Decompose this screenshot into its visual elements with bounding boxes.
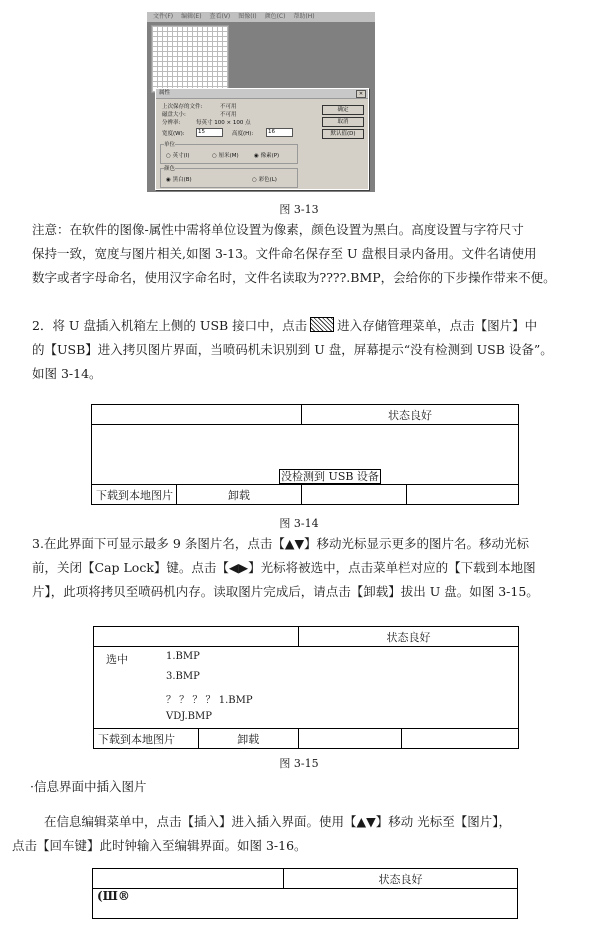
download-button[interactable]: 下载到本地图片 bbox=[92, 485, 177, 505]
status-cell: 状态良好 bbox=[284, 869, 518, 889]
close-icon[interactable]: ✕ bbox=[356, 90, 366, 98]
storage-menu-icon bbox=[310, 317, 334, 332]
note-line-1: 注意：在软件的图像-属性中需将单位设置为像素，颜色设置为黑白。高度设置与字符尺寸 bbox=[32, 222, 524, 237]
ok-button[interactable]: 确定 bbox=[322, 105, 364, 115]
step-2-text-b: 进入存储管理菜单，点击【图片】中 bbox=[337, 318, 538, 333]
section-title: ·信息界面中插入图片 bbox=[30, 779, 147, 794]
header-blank bbox=[94, 627, 299, 647]
menu-colors[interactable]: 颜色(C) bbox=[264, 13, 286, 20]
file-item[interactable]: 1.BMP bbox=[166, 651, 200, 662]
pixel-canvas bbox=[151, 25, 229, 93]
unit-pixel-label: 像素(P) bbox=[260, 153, 280, 159]
step-3-paragraph bbox=[32, 532, 580, 604]
width-input[interactable]: 15 bbox=[196, 128, 223, 137]
step-3-line-3: 片】，此项将拷贝至喷码机内存。读取图片完成后，请点击【卸载】拔出 U 盘。如图 3-15。 bbox=[32, 584, 539, 599]
dialog-title: 属性 bbox=[156, 89, 368, 99]
note-paragraph bbox=[32, 218, 580, 290]
insert-line-1: 在信息编辑菜单中，点击【插入】进入插入界面。使用【▲▼】移动 光标至【图片】， bbox=[44, 814, 511, 829]
file-item[interactable]: ？ ？ ？ ？ 1.BMP bbox=[166, 695, 253, 706]
color-color-label: 彩色(L) bbox=[258, 177, 277, 183]
menu-view[interactable]: 查看(V) bbox=[209, 13, 231, 20]
unit-pixel-radio[interactable]: ◉ 像素(P) bbox=[254, 153, 280, 159]
default-button[interactable]: 默认值(D) bbox=[322, 129, 364, 139]
step-2-text-a: 2．将 U 盘插入机箱左上侧的 USB 接口中，点击 bbox=[32, 318, 308, 333]
unit-inch-radio[interactable]: ○ 英寸(I) bbox=[166, 153, 190, 159]
no-usb-message: 没检测到 USB 设备 bbox=[281, 470, 379, 483]
paint-menubar bbox=[147, 12, 375, 22]
step-3-line-1: 3.在此界面下可显示最多 9 条图片名，点击【▲▼】移动光标显示更多的图片名。移动光标 bbox=[32, 536, 530, 551]
empty-menu-cell bbox=[402, 729, 519, 749]
step-2-line-1 bbox=[32, 314, 580, 338]
header-blank bbox=[92, 405, 302, 425]
menu-image[interactable]: 图像(I) bbox=[238, 13, 257, 20]
file-list-area bbox=[94, 647, 519, 729]
properties-dialog bbox=[155, 88, 369, 190]
empty-menu-cell bbox=[299, 729, 402, 749]
color-bw-label: 黑白(B) bbox=[172, 177, 192, 183]
download-button[interactable]: 下载到本地图片 bbox=[94, 729, 199, 749]
step-2-line-3: 如图 3-14。 bbox=[32, 366, 102, 381]
header-blank bbox=[93, 869, 284, 889]
status-cell: 状态良好 bbox=[302, 405, 519, 425]
colors-label: 颜色 bbox=[164, 166, 176, 172]
units-label: 单位 bbox=[164, 142, 176, 148]
cancel-button[interactable]: 取消 bbox=[322, 117, 364, 127]
inserted-logo bbox=[93, 889, 518, 919]
edit-screen-table bbox=[92, 868, 518, 919]
note-line-2: 保持一致，宽度与图片相关,如图 3-13。文件命名保存至 U 盘根目录内备用。文件名请使用 bbox=[32, 246, 537, 261]
color-bw-radio[interactable]: ◉ 黑白(B) bbox=[166, 177, 192, 183]
insert-paragraph bbox=[12, 810, 580, 858]
selected-label: 选中 bbox=[106, 653, 128, 666]
figure-3-14-caption: 图 3-14 bbox=[279, 517, 319, 530]
last-saved-label: 上次保存的文件: bbox=[162, 104, 203, 110]
menu-edit[interactable]: 编辑(E) bbox=[181, 13, 202, 20]
file-item[interactable]: VDJ.BMP bbox=[166, 711, 212, 722]
unmount-button[interactable]: 卸载 bbox=[177, 485, 302, 505]
file-item[interactable]: 3.BMP bbox=[166, 671, 200, 682]
status-cell: 状态良好 bbox=[299, 627, 519, 647]
figure-3-13-caption: 图 3-13 bbox=[279, 203, 319, 216]
height-label: 高度(H): bbox=[232, 131, 254, 137]
usb-screen-table bbox=[91, 404, 519, 505]
menu-file[interactable]: 文件(F) bbox=[153, 13, 174, 20]
disk-size-value: 不可用 bbox=[220, 112, 237, 118]
file-list-table bbox=[93, 626, 519, 749]
width-label: 宽度(W): bbox=[162, 131, 185, 137]
unit-cm-label: 厘米(M) bbox=[218, 153, 239, 159]
insert-line-2: 点击【回车键】此时钟输入至编辑界面。如图 3-16。 bbox=[12, 838, 307, 853]
note-line-3: 数字或者字母命名，使用汉字命名时，文件名读取为????.BMP，会给你的下步操作带来不便。 bbox=[32, 270, 556, 285]
menu-help[interactable]: 帮助(H) bbox=[293, 13, 315, 20]
unmount-button[interactable]: 卸载 bbox=[198, 729, 298, 749]
figure-3-15-caption: 图 3-15 bbox=[279, 757, 319, 770]
height-input[interactable]: 16 bbox=[266, 128, 293, 137]
step-3-line-2: 前，关闭【Cap Lock】键。点击【◀▶】光标将被选中，点击菜单栏对应的【下载到本地图 bbox=[32, 560, 536, 575]
empty-menu-cell bbox=[302, 485, 407, 505]
step-2-line-2: 的【USB】进入拷贝图片界面，当喷码机未识别到 U 盘，屏幕提示“没有检测到 USB 设备”。 bbox=[32, 342, 553, 357]
color-color-radio[interactable]: ○ 彩色(L) bbox=[252, 177, 277, 183]
resolution-value: 每英寸 100 × 100 点 bbox=[196, 120, 251, 126]
message-area bbox=[92, 425, 519, 485]
resolution-label: 分辨率: bbox=[162, 120, 181, 126]
logo-graphic: (Ш® bbox=[97, 889, 130, 903]
last-saved-value: 不可用 bbox=[220, 104, 237, 110]
unit-cm-radio[interactable]: ○ 厘米(M) bbox=[212, 153, 239, 159]
properties-screenshot bbox=[147, 12, 375, 192]
disk-size-label: 磁盘大小: bbox=[162, 112, 186, 118]
empty-menu-cell bbox=[407, 485, 519, 505]
step-2-paragraph bbox=[32, 314, 580, 386]
unit-inch-label: 英寸(I) bbox=[172, 153, 190, 159]
